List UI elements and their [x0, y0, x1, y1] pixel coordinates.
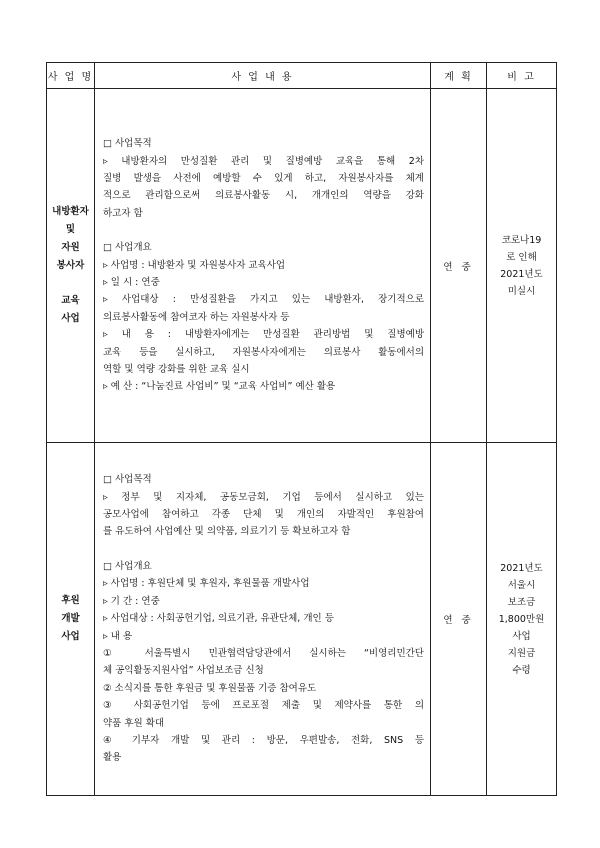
cell-line: 수령: [512, 664, 531, 676]
content-line: ④ 기부자 개발 및 관리 : 방문, 우편발송, 전화, SNS 등: [103, 734, 424, 746]
cell-line: 사업: [61, 631, 80, 642]
content-line: ② 소식지를 통한 후원금 및 후원물품 기증 참여유도: [103, 682, 317, 694]
cell-line: 서울시: [507, 579, 536, 591]
cell-line: 2021년도: [500, 268, 543, 280]
cell-line: 사업: [61, 313, 80, 324]
cell-line: 코로나19: [501, 234, 542, 246]
cell-line: 교육: [61, 295, 80, 306]
table-header-row: [47, 63, 557, 89]
content-line: ▹ 내방환자의 만성질환 관리 및 질병예방 교육을 통해 2차: [103, 155, 424, 167]
content-line: 역할 및 역량 강화를 위한 교육 실시: [103, 364, 250, 376]
note-cell: [487, 89, 557, 443]
content-line: 공모사업에 참여하고 각종 단체 및 개인의 자발적인 후원참여: [103, 509, 424, 521]
project-name-cell: [47, 443, 95, 796]
content-line: ▹ 사업대상 : 사회공헌기업, 의료기관, 유관단체, 개인 등: [103, 613, 334, 625]
content-line: 질병 발생을 사전에 예방할 수 있게 하고, 자원봉사자를 체계: [103, 172, 424, 184]
header-content: 사 업 내 용: [95, 63, 431, 89]
header-name: 사 업 명: [47, 63, 95, 89]
content-line: 를 유도하여 사업예산 및 의약품, 의료기기 등 확보하고자 함: [103, 526, 351, 538]
content-line: 적으로 관리함으로써 의료봉사활동 시, 개개인의 역량을 강화: [103, 190, 424, 202]
project-name-cell: [47, 89, 95, 443]
blank-line: [47, 275, 94, 292]
table-row: [47, 443, 557, 796]
cell-line: 로 인해: [506, 251, 537, 263]
content-line: ▹ 사업대상 : 만성질환을 가지고 있는 내방환자, 장기적으로: [103, 294, 424, 306]
content-line: ▹ 내 용 : 내방환자에게는 만성질환 관리방법 및 질병예방: [103, 329, 424, 341]
content-line: □ 사업목적: [103, 138, 152, 150]
content-line: 약품 후원 확대: [103, 717, 165, 729]
cell-line: 내방환자: [52, 206, 89, 217]
note-cell: [487, 443, 557, 796]
cell-line: 사업: [512, 630, 531, 642]
cell-line: 2021년도: [500, 562, 543, 574]
content-line: 교육 등을 실시하고, 자원봉사자에게는 의료봉사 활동에서의: [103, 346, 424, 358]
content-line: 활용: [103, 752, 122, 764]
cell-line: 개발: [61, 613, 80, 624]
content-line: ▹ 내 용: [103, 630, 133, 642]
content-line: ▹ 기 간 : 연중: [103, 595, 160, 607]
cell-line: 후원: [61, 595, 80, 606]
content-line: ① 서울특별시 민관협력담당관에서 실시하는 “비영리민간단: [103, 647, 424, 659]
blank-line: [103, 541, 424, 558]
project-content-cell: [95, 89, 431, 443]
project-content-cell: [95, 443, 431, 796]
cell-line: 미실시: [507, 285, 536, 297]
plan-cell: 연 중: [431, 89, 487, 443]
content-line: □ 사업목적: [103, 474, 152, 486]
content-line: 체 공익활동지원사업” 사업보조금 신청: [103, 665, 264, 677]
blank-line: [103, 222, 424, 239]
content-line: ③ 사회공헌기업 등에 프로포절 제출 및 제약사를 통한 의: [103, 700, 424, 712]
content-line: ▹ 정부 및 지자체, 공동모금회, 기업 등에서 실시하고 있는: [103, 491, 424, 503]
header-plan: 계 획: [431, 63, 487, 89]
content-line: □ 사업개요: [103, 560, 152, 572]
cell-line: 보조금: [507, 596, 536, 608]
header-note: 비 고: [487, 63, 557, 89]
plan-cell: 연 중: [431, 443, 487, 796]
cell-line: 자원: [61, 242, 80, 253]
content-line: □ 사업개요: [103, 242, 152, 254]
content-line: 의료봉사활동에 참여코자 하는 자원봉사자 등: [103, 311, 290, 323]
cell-line: 1,800만원: [498, 613, 545, 625]
cell-line: 지원금: [507, 647, 536, 659]
content-line: ▹ 예 산 : “나눔진료 사업비” 및 “교육 사업비” 예산 활용: [103, 381, 336, 393]
business-plan-table: [46, 62, 557, 796]
cell-line: 및: [65, 224, 76, 235]
content-line: ▹ 일 시 : 연중: [103, 277, 160, 288]
table-row: [47, 89, 557, 443]
content-line: ▹ 사업명 : 내방환자 및 자원봉사자 교육사업: [103, 259, 286, 271]
cell-line: 봉사자: [56, 260, 85, 271]
content-line: 하고자 함: [103, 207, 143, 219]
content-line: ▹ 사업명 : 후원단체 및 후원자, 후원물품 개발사업: [103, 578, 310, 590]
